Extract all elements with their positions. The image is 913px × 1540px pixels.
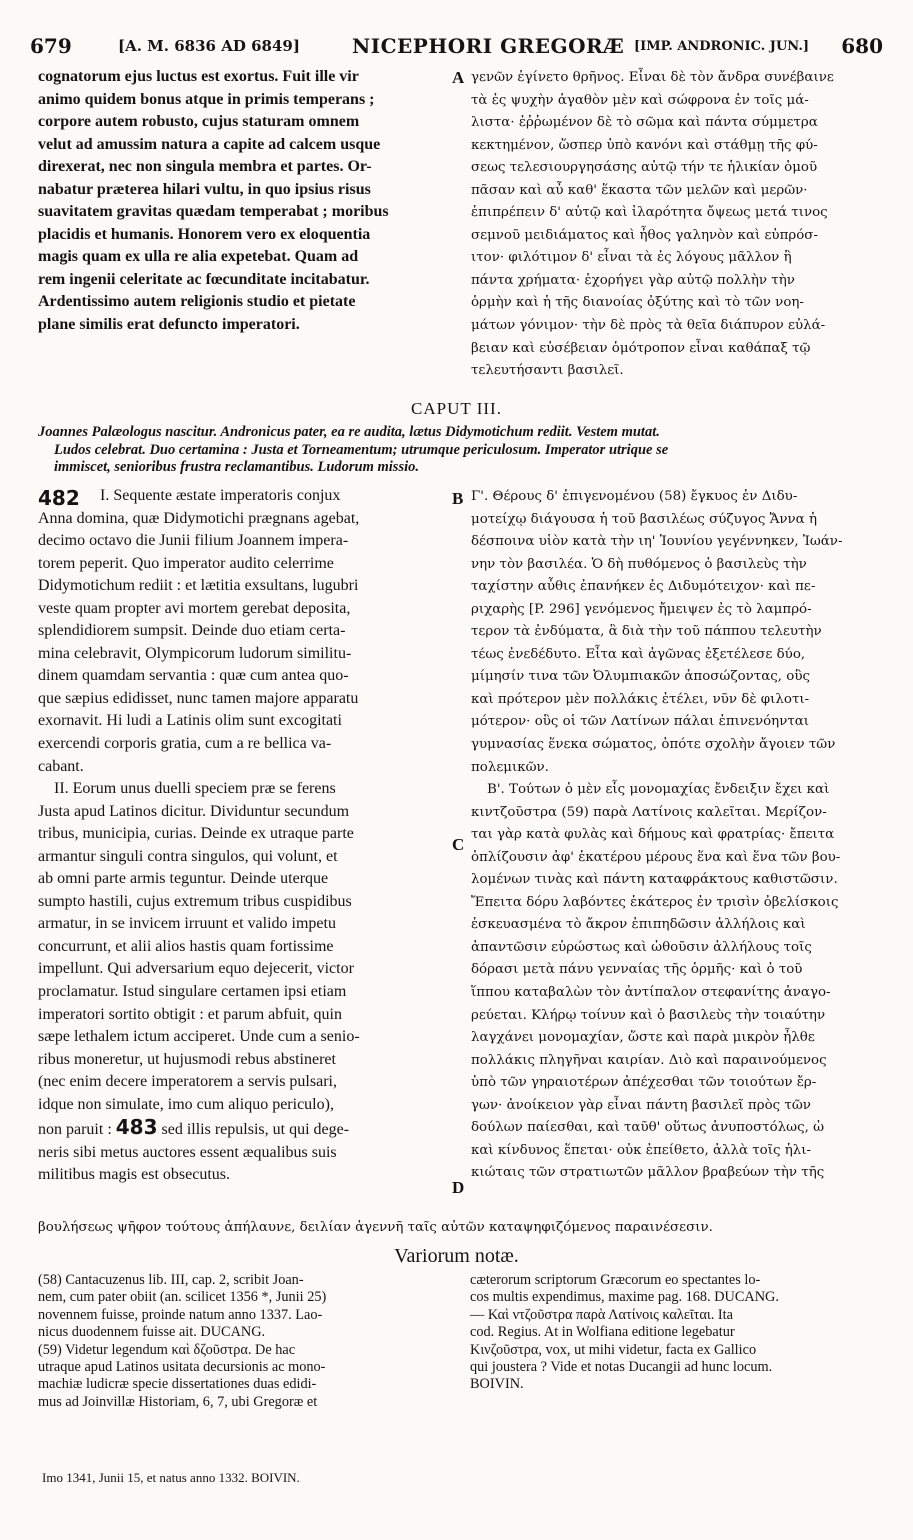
text-line: direxerat, nec non singula membra et partes. Or- xyxy=(38,158,372,176)
note-line: Κινζοῦστρα, vox, ut mihi videtur, facta ex Gallico xyxy=(470,1341,757,1358)
text-line: exercendi corporis gratia, cum a re bellica va- xyxy=(38,735,332,753)
text-line: militibus magis est obsecutus. xyxy=(38,1166,230,1184)
text-line: μοτείχῳ διάγουσα ἡ τοῦ βασιλέως σύζυγος Ἄννα ἡ xyxy=(471,511,817,527)
running-header xyxy=(30,34,883,62)
text-line: ται γὰρ κατὰ φυλὰς καὶ δήμους καὶ φρατρίας· ἔπειτα xyxy=(471,827,835,843)
text-line: (nec enim decere imperatorem a servis pulsari, xyxy=(38,1073,337,1091)
text-fragment: sed illis repulsis, ut qui dege- xyxy=(161,1121,350,1139)
text-line: λαγχάνει μονομαχίαν, ὥστε καὶ παρὰ μικρὸν ἦλθε xyxy=(471,1030,815,1046)
margin-marker-c: C xyxy=(452,835,465,854)
note-line: qui joustera ? Vide et notas Ducangii ad hunc locum. xyxy=(470,1359,773,1376)
greek-column-main xyxy=(471,486,884,1185)
text-line: Ἔπειτα δόρυ λαβόντες ἑκάτερος ἐν τρισὶν ὀβελίσκοις xyxy=(471,894,839,910)
note-line: nem, cum pater obiit (an. scilicet 1356 *, Junii 25) xyxy=(38,1289,327,1306)
text-line: νην τὸν βασιλέα. Ὁ δὴ πυθόμενος ὁ βασιλεὺς τὴν xyxy=(471,556,807,572)
text-line: Anna domina, quæ Didymotichi prægnans agebat, xyxy=(38,509,360,527)
text-line: placidis et humanis. Honorem vero ex eloquentia xyxy=(38,225,371,243)
note-line: mus ad Joinvillæ Historiam, 6, 7, ubi Gregoræ et xyxy=(38,1393,318,1410)
text-line: Γ'. Θέρους δ' ἐπιγενομένου (58) ἔγκυος ἐν Διδυ- xyxy=(471,489,798,504)
chapter-summary xyxy=(38,424,883,477)
text-line: corpore autem robusto, cujus staturam omnem xyxy=(38,113,360,131)
text-line: sæpe lethalem ictum acciperet. Unde cum a senio- xyxy=(38,1028,360,1046)
reign-label: [IMP. ANDRONIC. JUN.] xyxy=(634,39,810,54)
column-number-483: 483 xyxy=(115,1116,158,1140)
summary-line: Ludos celebrat. Duo certamina : Justa et Torneamentum; utrumque periculosum. Imperator utrique se xyxy=(54,441,669,458)
year-range: [A. M. 6836 AD 6849] xyxy=(118,37,300,55)
text-line: Ardentissimo autem religionis studio et pietate xyxy=(38,293,356,311)
note-line: cæterorum scriptorum Græcorum eo spectantes lo- xyxy=(470,1272,761,1288)
text-line: proclamatur. Istud singulare certamen ipsi etiam xyxy=(38,983,347,1001)
text-line: βειαν καὶ εὐσέβειαν ὁμότροπον εἶναι καθάπαξ τῷ xyxy=(471,340,811,356)
text-line: ταχίστην αὖθις ἐπανήκεν ἐς Διδυμότειχον· καὶ πε- xyxy=(471,579,816,595)
text-line: mina celebravit, Olympicorum ludorum similitu- xyxy=(38,644,352,662)
text-line: ἀπαντῶσιν εὐρώστως καὶ ὠθοῦσιν ἀλλήλους τοῖς xyxy=(471,939,812,955)
text-line: δούλων παίεσθαι, καὶ ταῦθ' οὕτως ἀνυποστόλως, ὡ xyxy=(471,1120,825,1136)
text-line: σεως τελεσιουργησάσης αὐτῷ τήν τε ἡλικίαν ὁμοῦ xyxy=(471,160,818,176)
note-line: BOIVIN. xyxy=(470,1376,524,1393)
text-line: γυμνασίας ἕνεκα σώματος, ὁπότε σχολὴν ἄγοιεν τῶν xyxy=(471,737,836,753)
text-line: ὑπὸ τῶν γηραιοτέρων ἀπέχεσθαι τῶν τοιούτων ἔρ- xyxy=(471,1075,817,1091)
text-line: πολλάκις πληγῆναι καιρίαν. Διὸ καὶ παραινούμενος xyxy=(471,1052,827,1068)
text-line: que sæpius edidisset, nunc tamen majore apparatu xyxy=(38,689,359,707)
text-line: πάντα χρήματα· ἐχορήγει γὰρ αὐτῷ πολλὴν τὴν xyxy=(471,272,795,288)
text-line: κιώταις τῶν στρατιωτῶν μᾶλλον βραβεύων τὴν τῆς xyxy=(471,1165,825,1181)
text-line: ἵππου καταβαλὼν τὸν ἀντίπαλον στεφανίτης ἀναγο- xyxy=(471,985,831,1001)
text-line: ὁρμὴν καὶ ἡ τῆς διανοίας ὀξύτης καὶ τὸ τῶν νοη- xyxy=(471,295,804,311)
text-line: ribus moneretur, ut hujusmodi rebus abstineret xyxy=(38,1050,336,1068)
text-line: πᾶσαν καὶ αὖ καθ' ἕκαστα τῶν μελῶν καὶ μερῶν· xyxy=(471,182,808,198)
text-line: τὰ ἐς ψυχὴν ἀγαθὸν μὲν καὶ σώφρονα ἐν τοῖς μά- xyxy=(471,92,809,108)
text-line: I. Sequente æstate imperatoris conjux xyxy=(100,487,341,504)
text-line: πολεμικῶν. xyxy=(471,759,549,775)
text-line: neris sibi metus auctores essent æqualibus suis xyxy=(38,1143,337,1161)
text-line: concurrunt, et alii alios hastis quam fortissime xyxy=(38,937,334,955)
note-line: cos multis expendimus, maxime pag. 168. DUCANG. xyxy=(470,1289,779,1306)
text-line: Β'. Τούτων ὁ μὲν εἷς μονομαχίας ἔνδειξιν ἔχει καὶ xyxy=(487,782,830,798)
text-line: suavitatem gravitas quædam temperabat ; moribus xyxy=(38,203,389,221)
text-line: veste quam propter avi mortem gerebat deposita, xyxy=(38,599,351,617)
page-number-left: 679 xyxy=(30,34,72,58)
text-line: σεμνοῦ μειδιάματος καὶ ἦθος γαληνὸν καὶ εὐπρόσ- xyxy=(471,227,818,243)
text-line-with-number xyxy=(38,1116,443,1142)
text-line: splendidiorem sumpsit. Deinde duo etiam certa- xyxy=(38,622,346,640)
text-line: ριχαρὴς [P. 296] γενόμενος ἤμειψεν ἐς τὸ λαμπρό- xyxy=(471,601,812,617)
text-line: velut ad amussim natura a capite ad calcem usque xyxy=(38,135,381,153)
notes-heading: Variorum notæ. xyxy=(394,1245,519,1267)
text-line: δόρασι μετὰ πάνυ γενναίας τῆς ὁρμῆς· καὶ ὁ τοῦ xyxy=(471,962,803,978)
text-line: λιστα· ἐῤῥωμένον δὲ τὸ σῶμα καὶ πάντα σύμμετρα xyxy=(471,115,818,131)
footnote: Imo 1341, Junii 15, et natus anno 1332. BOIVIN. xyxy=(42,1470,300,1485)
text-line: dinem quamdam servantia : quæ cum antea quo- xyxy=(38,667,349,685)
text-line: plane similis erat defuncto imperatori. xyxy=(38,316,300,334)
margin-marker-a: A xyxy=(452,68,465,87)
text-line: ιτον· φιλότιμον δ' εἶναι τὰ ἐς λόγους μᾶλλον ἢ xyxy=(471,250,792,266)
text-line: Didymotichum rediit : et lætitia exsultans, lugubri xyxy=(38,577,359,595)
text-line: tribus, municipia, curias. Deinde ex utraque parte xyxy=(38,825,354,843)
text-line: armatur, in se invicem irruunt et valido impetu xyxy=(38,915,336,933)
note-line: cod. Regius. At in Wolfiana editione legebatur xyxy=(470,1324,735,1341)
latin-column-top xyxy=(38,66,443,337)
text-line: λομένων τινὰς καὶ πάντη καταφράκτους καθιστῶσιν. xyxy=(471,872,838,888)
note-line: novennem fuisse, proinde natum anno 1337. Lao- xyxy=(38,1306,323,1323)
text-line: torem peperit. Quo imperator audito celerrime xyxy=(38,554,334,572)
text-line: rem ingenii celeritate ac fœcunditate incitabatur. xyxy=(38,270,370,288)
text-line: nabatur præterea hilari vultu, in quo ipsius risus xyxy=(38,180,371,198)
text-line: τελευτήσαντι βασιλεῖ. xyxy=(471,363,624,379)
text-line: Justa apud Latinos dicitur. Dividuntur secundum xyxy=(38,802,350,820)
text-line: idque non simulate, imo cum aliquo periculo), xyxy=(38,1095,334,1113)
note-line: nicus duodennem fuisse ait. DUCANG. xyxy=(38,1324,266,1341)
greek-column-top xyxy=(471,67,884,383)
text-line: ἐπιπρέπειν δ' αὐτῷ καὶ ἱλαρότητα ὄψεως μετά τινος xyxy=(471,205,828,221)
text-line: ρεύεται. Κλήρῳ τοίνυν καὶ ὁ βασιλεὺς τὴν τοιαύτην xyxy=(471,1007,826,1023)
text-line: καὶ πρότερον μὲν πολλάκις ἐτέλει, νῦν δὲ φιλοτι- xyxy=(471,691,810,707)
column-number-482: 482 xyxy=(38,486,80,510)
text-line: imperatori sortito obtigit : et parum abfuit, quin xyxy=(38,1005,342,1023)
text-line: κεκτημένον, ὥσπερ ὑπὸ κανόνι καὶ στάθμῃ τῆς φύ- xyxy=(471,137,818,153)
text-line: γων· ἀνοίκειον γὰρ εἶναι πάντη βασιλεῖ πρὸς τῶν xyxy=(471,1097,811,1113)
note-line: utraque apud Latinos usitata decursionis ac mono- xyxy=(38,1359,326,1376)
text-line: μίμησίν τινα τῶν Ὀλυμπιακῶν ἀποσώζοντας, οὓς xyxy=(471,669,810,685)
margin-marker-b: B xyxy=(452,489,464,508)
text-line: cognatorum ejus luctus est exortus. Fuit ille vir xyxy=(38,68,359,85)
latin-column-main xyxy=(38,485,443,1187)
text-line: II. Eorum unus duelli speciem præ se ferens xyxy=(54,780,336,798)
text-line: ἐσκευασμένα τὸ ἄκρον ἐπιπηδῶσιν ἀλλήλοις καὶ xyxy=(471,917,806,933)
text-line: καὶ κίνδυνος ἕπεται· οὐκ ἐπείθετο, ἀλλὰ τοῖς ἡλι- xyxy=(471,1142,812,1158)
text-line: cabant. xyxy=(38,757,84,775)
chapter-heading: CAPUT III. xyxy=(411,399,502,418)
text-line: magis quam ex ulla re alia expetebat. Quam ad xyxy=(38,248,359,266)
text-line: exornavit. Hi ludi a Latinis olim sunt excogitati xyxy=(38,712,342,730)
page-number-right: 680 xyxy=(841,34,883,58)
text-line: δέσποινα υἱὸν κατὰ τὴν ιη' Ἰουνίου γεγέννηκεν, Ἰωάν- xyxy=(471,534,843,550)
text-line: κιντζοῦστρα (59) παρὰ Λατίνοις καλεῖται. Μερίζον- xyxy=(471,804,827,820)
text-line: γενῶν ἐγίνετο θρῆνος. Εἶναι δὲ τὸν ἄνδρα συνέβαινε xyxy=(471,70,834,85)
note-line: machiæ ludicræ specie dissertationes duas edidi- xyxy=(38,1376,317,1393)
text-line: ab omni parte armis teguntur. Deinde uterque xyxy=(38,870,329,888)
text-line: sumpto hastili, cujus extremum tribus cuspidibus xyxy=(38,892,352,910)
margin-marker-d: D xyxy=(452,1178,465,1197)
summary-line: immiscet, senioribus frustra reclamantibus. Ludorum missio. xyxy=(54,459,419,475)
text-line: impellunt. Qui adversarium equo dejecerit, victor xyxy=(38,960,354,978)
text-line: armantur singuli contra singulos, qui volunt, et xyxy=(38,847,338,865)
text-line: μότερον· οὓς οἱ τῶν Λατίνων πάλαι ἐπινενόηνται xyxy=(471,714,810,730)
notes-left-column xyxy=(38,1272,453,1411)
note-line: (59) Videtur legendum καὶ δζοῦστρα. De hac xyxy=(38,1341,296,1358)
text-line: animo quidem bonus atque in primis temperans ; xyxy=(38,90,375,108)
notes-right-column xyxy=(470,1272,883,1394)
note-line: (58) Cantacuzenus lib. III, cap. 2, scribit Joan- xyxy=(38,1272,304,1288)
text-line: decimo octavo die Junii filium Joannem impera- xyxy=(38,532,349,550)
note-line: — Καὶ ντζοῦστρα παρὰ Λατίνοις καλεῖται. Ita xyxy=(470,1306,733,1323)
running-title: NICEPHORI GREGORÆ xyxy=(352,34,625,58)
spanning-greek-line: βουλήσεως ψῆφον τούτους ἀπήλαυνε, δειλίαν ἀγεννῆ ταῖς αὐτῶν καταψηφιζόμενος παραινέσεσιν. xyxy=(38,1220,713,1235)
text-fragment: non paruit : xyxy=(38,1121,112,1139)
text-line: τερον τὰ ἐνδύματα, ἃ διὰ τὴν τοῦ πάππου τελευτὴν xyxy=(471,624,822,640)
summary-line: Joannes Palæologus nascitur. Andronicus pater, ea re audita, lætus Didymotichum rediit. Vestem mutat. xyxy=(38,424,660,440)
text-line: τέως ἐνεδέδυτο. Εἶτα καὶ ἀγῶνας ἐξετέλεσε δύο, xyxy=(471,646,806,662)
text-line: μάτων γόνιμον· τὴν δὲ πρὸς τὰ θεῖα διάπυρον εὐλά- xyxy=(471,318,826,334)
text-line: ὁπλίζουσιν ἀφ' ἑκατέρου μέρους ἕνα καὶ ἕνα τῶν βου- xyxy=(471,849,841,865)
